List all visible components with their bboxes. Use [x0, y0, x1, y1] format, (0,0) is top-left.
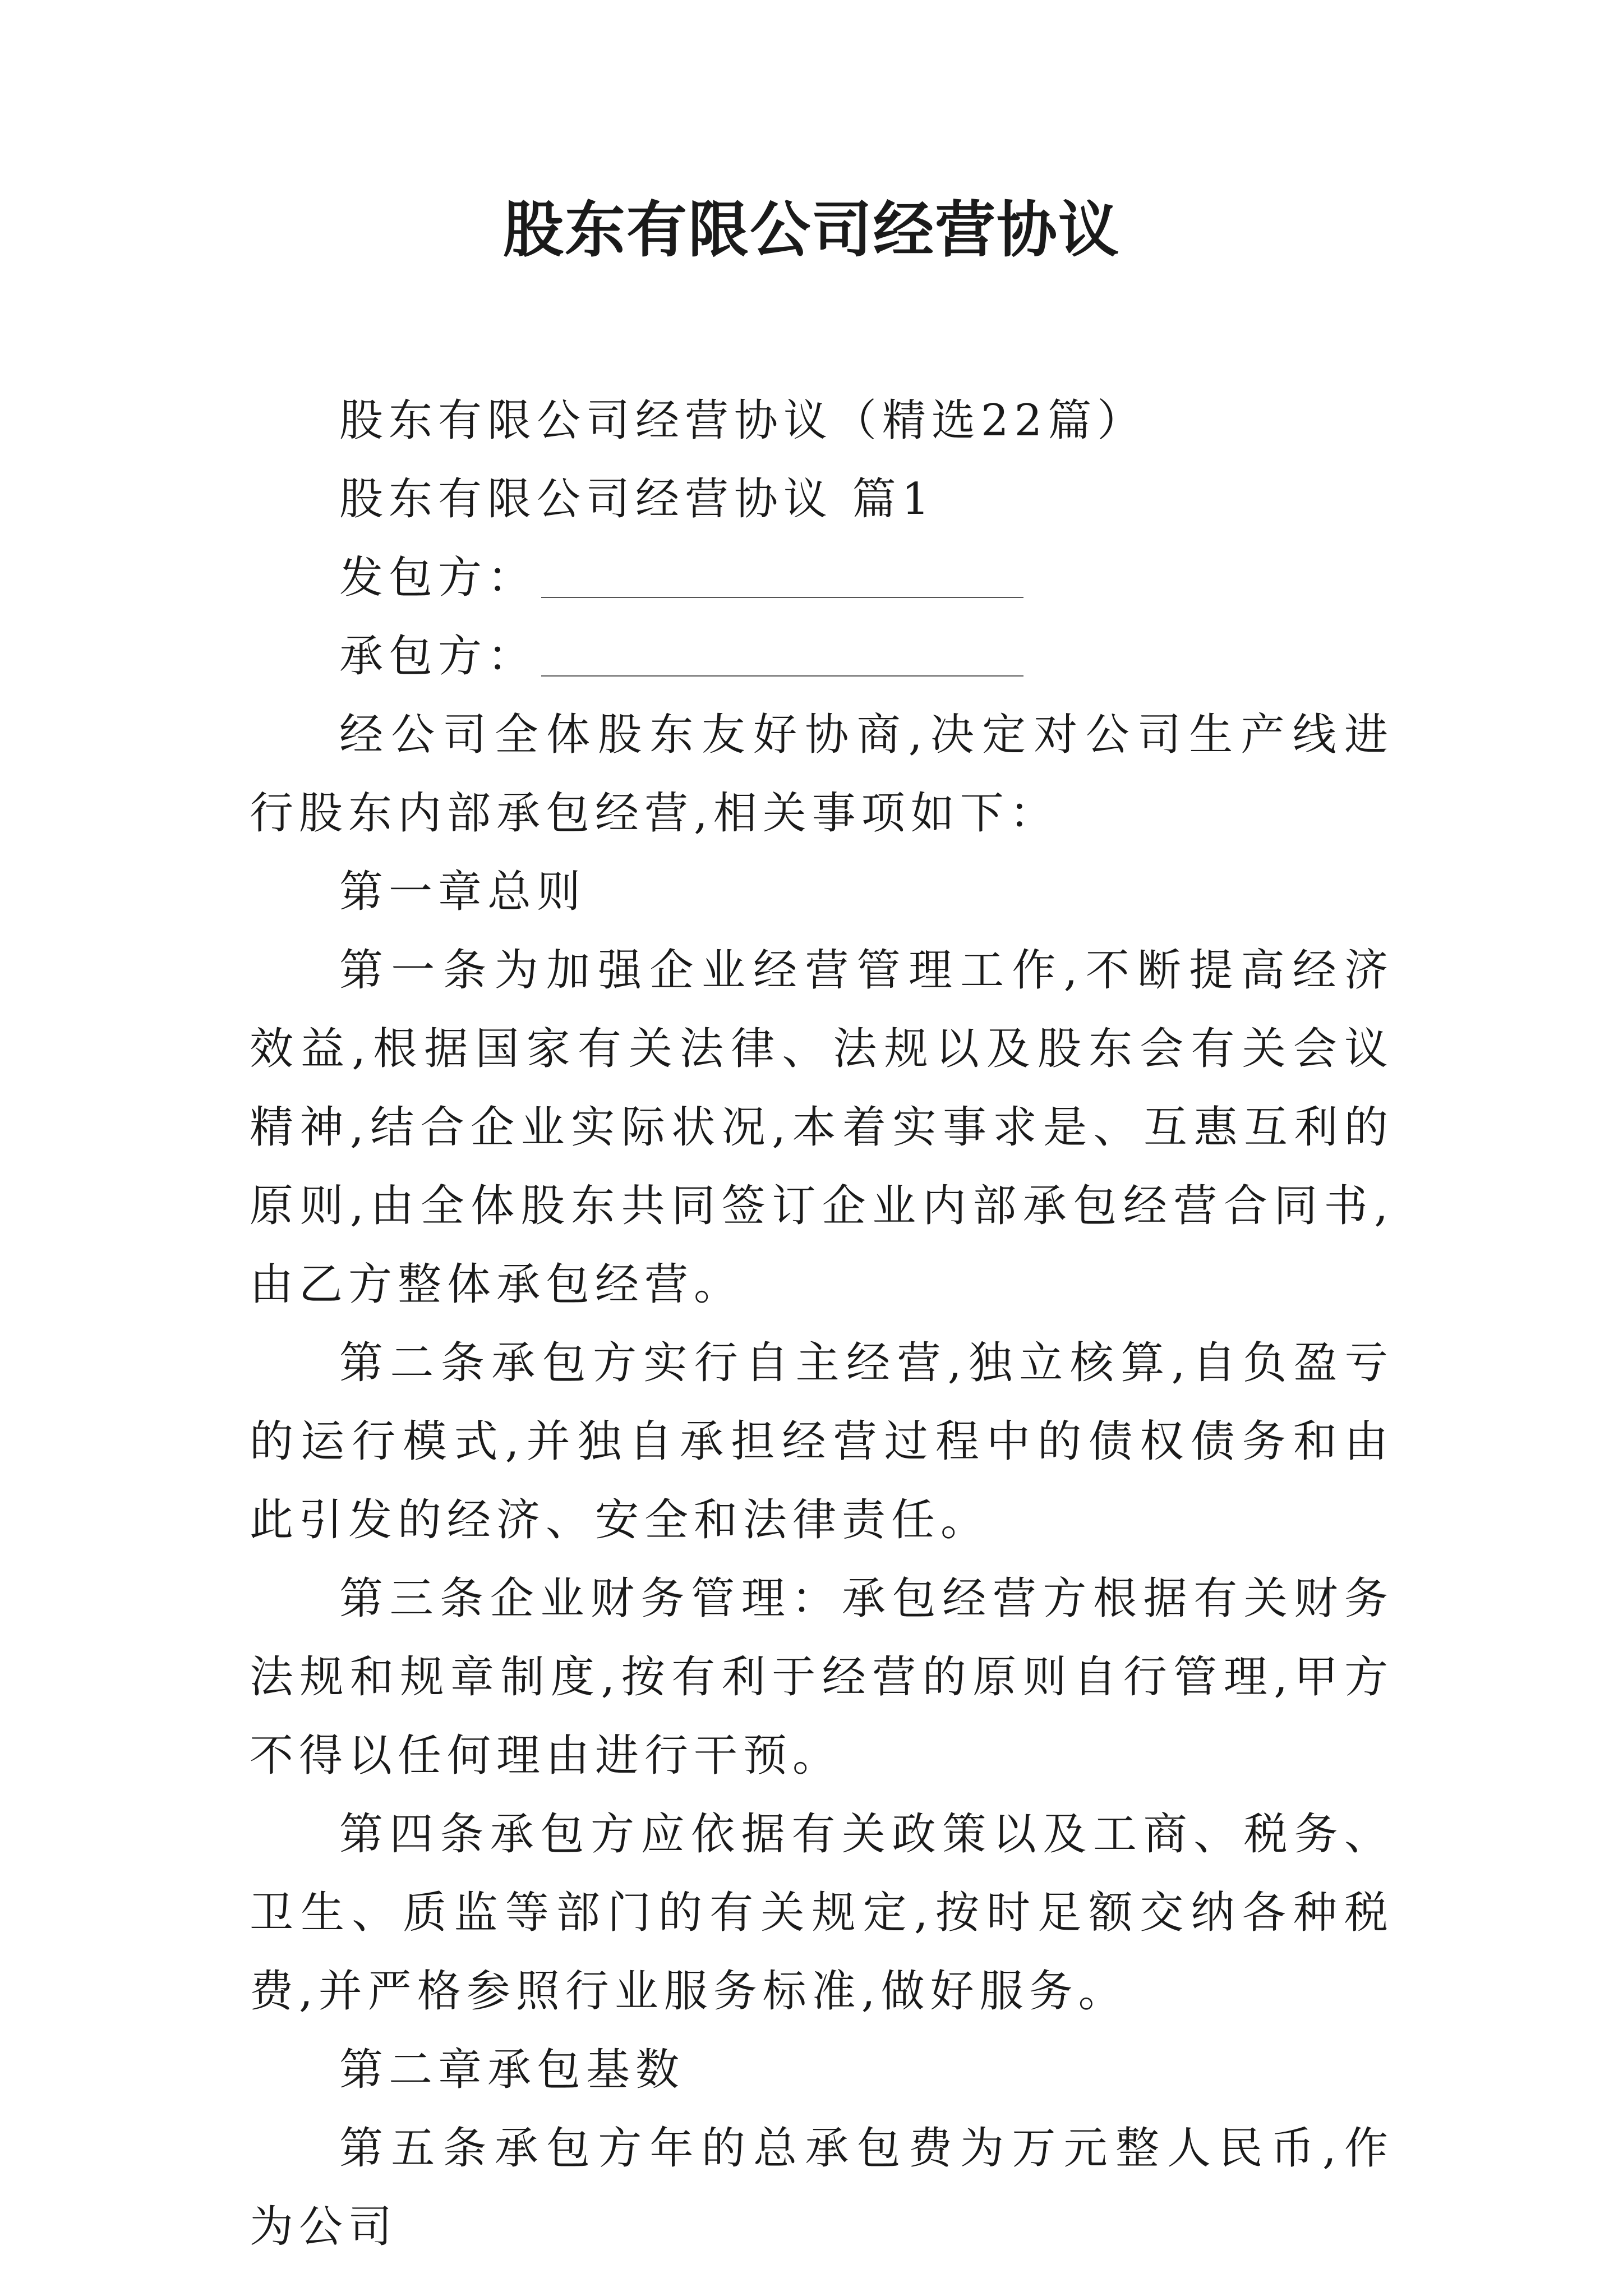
paragraph-article-3: 第三条企业财务管理：承包经营方根据有关财务法规和规章制度,按有利于经营的原则自行管理,甲方不得以任何理由进行干预。	[250, 1573, 1394, 1781]
paragraph-chapter-1-heading: 第一章总则	[339, 867, 587, 917]
contractor-blank-line	[541, 597, 1023, 598]
paragraph-article-5: 第五条承包方年的总承包费为万元整人民币,作为公司	[250, 2123, 1394, 2252]
paragraph-intro: 经公司全体股东友好协商,决定对公司生产线进行股东内部承包经营,相关事项如下：	[250, 710, 1394, 839]
document-body	[250, 381, 1394, 2266]
paragraph-article-1: 第一条为加强企业经营管理工作,不断提高经济效益,根据国家有关法律、法规以及股东会有关会议精神,结合企业实际状况,本着实事求是、互惠互利的原则,由全体股东共同签订企业内部承包经营合同书,由乙方整体承包经营。	[250, 945, 1394, 1310]
paragraph-subtitle: 股东有限公司经营协议（精选22篇）	[339, 395, 1147, 446]
paragraph-article-2: 第二条承包方实行自主经营,独立核算,自负盈亏的运行模式,并独自承担经营过程中的债权债务和由此引发的经济、安全和法律责任。	[250, 1338, 1394, 1545]
paragraph-chapter-2-heading: 第二章承包基数	[339, 2045, 685, 2095]
contractee-blank-line	[541, 675, 1023, 677]
contractor-label: 发包方：	[339, 553, 537, 603]
contractee-label: 承包方：	[339, 631, 537, 682]
paragraph-contractee-field	[250, 617, 1394, 696]
paragraph-article-4: 第四条承包方应依据有关政策以及工商、税务、卫生、质监等部门的有关规定,按时足额交纳各种税费,并严格参照行业服务标准,做好服务。	[250, 1809, 1394, 2017]
paragraph-section-heading: 股东有限公司经营协议 篇1	[339, 474, 935, 524]
paragraph-contractor-field	[250, 539, 1394, 617]
document-title: 股东有限公司经营协议	[502, 195, 1120, 265]
